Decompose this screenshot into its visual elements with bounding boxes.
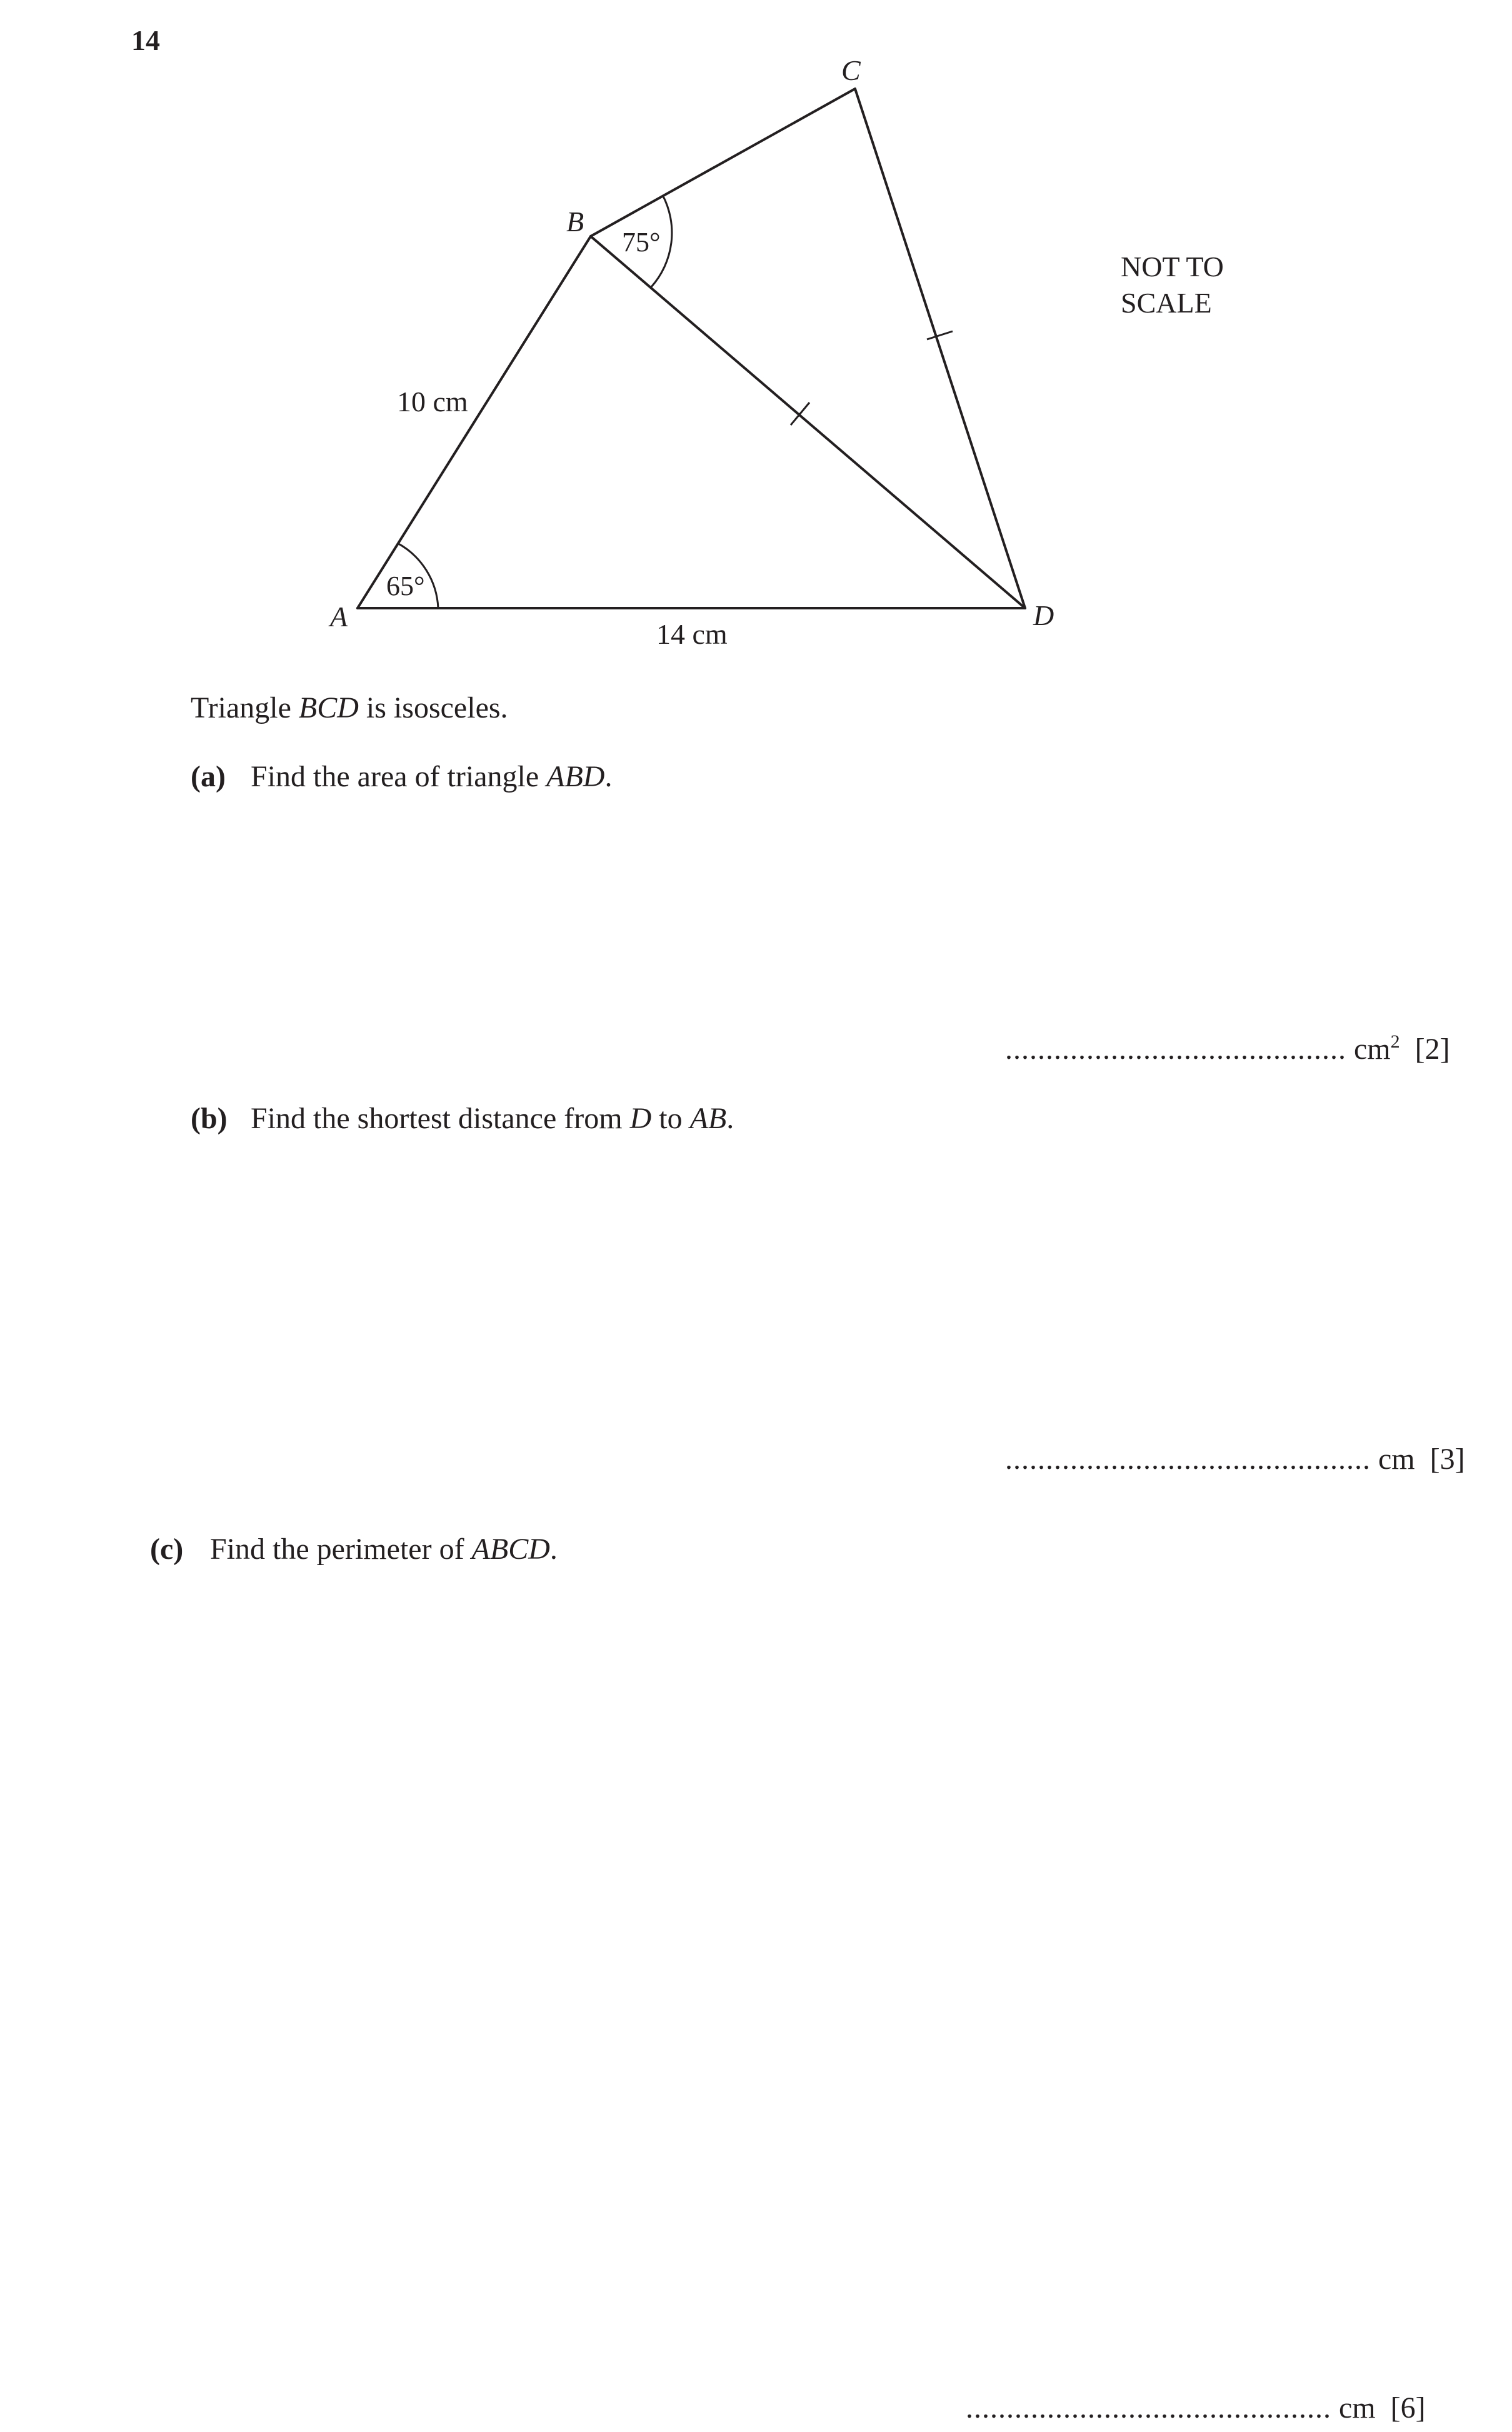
side-bc bbox=[591, 89, 855, 236]
vertex-label-c: C bbox=[841, 54, 861, 86]
triangle-diagram bbox=[0, 0, 1512, 688]
side-label-ab: 10 cm bbox=[397, 386, 468, 418]
part-label: (a) bbox=[191, 760, 226, 793]
vertex-label-a: A bbox=[330, 601, 348, 633]
part-c: (c) Find the perimeter of ABCD. bbox=[150, 1533, 558, 1566]
marks-b: [3] bbox=[1429, 1443, 1465, 1476]
equal-tick-cd bbox=[927, 331, 953, 339]
answer-line-c[interactable]: ............................................. cm [6] bbox=[966, 2391, 1426, 2424]
question-number: 14 bbox=[131, 24, 160, 56]
marks-a: [2] bbox=[1414, 1033, 1450, 1066]
shape-name: BCD bbox=[298, 691, 359, 724]
side-ab bbox=[358, 236, 591, 608]
vertex-label-d: D bbox=[1033, 599, 1054, 631]
vertex-label-b: B bbox=[566, 206, 584, 238]
not-to-scale-line2: SCALE bbox=[1121, 287, 1212, 319]
angle-label-b: 75° bbox=[622, 227, 661, 258]
part-b: (b) Find the shortest distance from D to AB. bbox=[191, 1102, 734, 1135]
angle-label-a: 65° bbox=[386, 571, 425, 601]
answer-line-b[interactable]: ............................................. cm [3] bbox=[1005, 1443, 1465, 1476]
part-a: (a) Find the area of triangle ABD. bbox=[191, 760, 613, 793]
part-label: (b) bbox=[191, 1102, 228, 1135]
marks-c: [6] bbox=[1390, 2391, 1426, 2424]
answer-line-a[interactable]: .......................................... $cm^2$ [2] bbox=[1005, 1031, 1450, 1066]
part-label: (c) bbox=[150, 1533, 184, 1566]
not-to-scale-line1: NOT TO bbox=[1121, 251, 1224, 283]
question-stem: Triangle BCD is isosceles. bbox=[191, 691, 508, 724]
not-to-scale-note bbox=[1121, 249, 1224, 321]
side-label-ad: 14 cm bbox=[656, 618, 728, 650]
side-bd bbox=[591, 236, 1025, 608]
side-cd bbox=[855, 89, 1025, 608]
